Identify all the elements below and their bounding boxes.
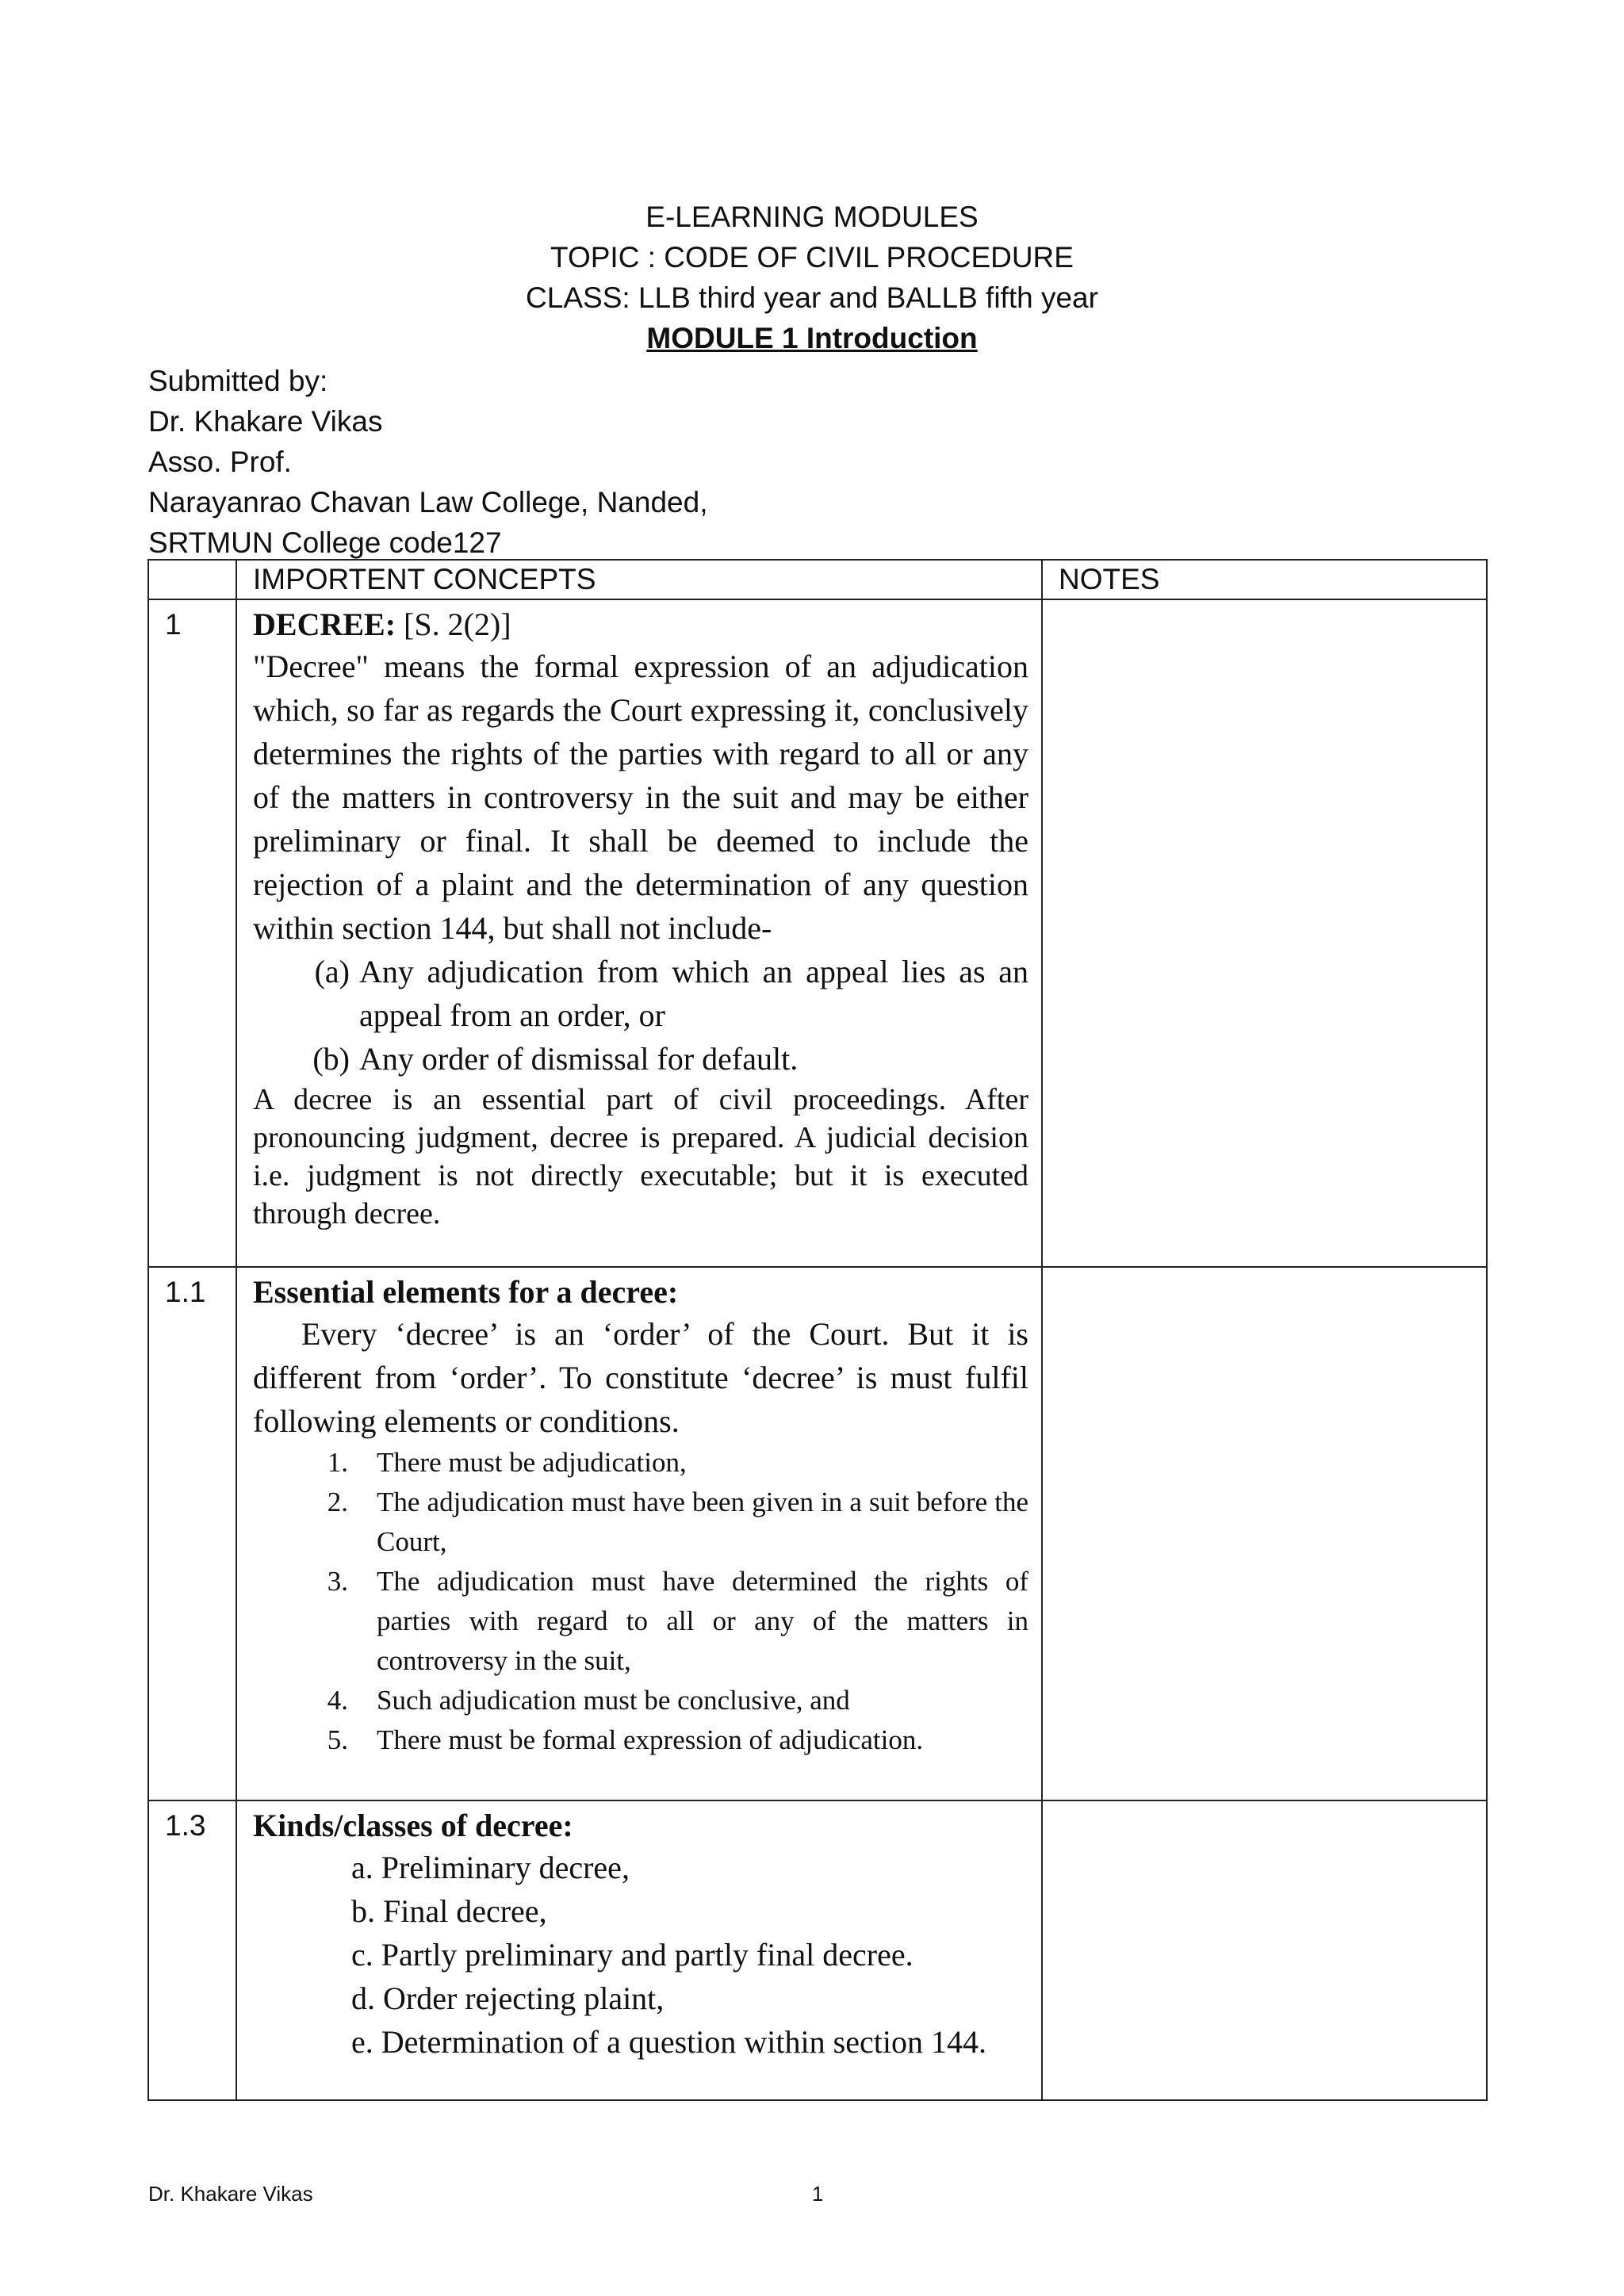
concept-cell-decree <box>236 599 1042 1267</box>
table-row <box>148 1800 1487 2100</box>
list-item-label: (b) <box>312 1041 350 1077</box>
footer-author: Dr. Khakare Vikas <box>148 2182 313 2206</box>
list-item-label: 5. <box>327 1724 348 1755</box>
row-number: 1 <box>148 599 236 1267</box>
list-item-label: 3. <box>327 1566 348 1597</box>
kinds-list <box>253 1846 1028 2064</box>
header-line-class: CLASS: LLB third year and BALLB fifth year <box>526 281 1098 314</box>
list-item-text: Such adjudication must be conclusive, and <box>377 1685 850 1716</box>
table-row <box>148 599 1487 1267</box>
list-item: e. Determination of a question within section 144. <box>351 2024 986 2060</box>
row-number: 1.1 <box>148 1267 236 1800</box>
author-college: Narayanrao Chavan Law College, Nanded, <box>148 486 708 519</box>
header-line-elearning: E-LEARNING MODULES <box>645 201 979 233</box>
row-number: 1.3 <box>148 1800 236 2100</box>
module-title: MODULE 1 Introduction <box>646 322 978 354</box>
concepts-table <box>147 559 1488 2101</box>
decree-definition: "Decree" means the formal expression of an adjudication which, so far as regards the Court expressing it, conclusively determines the rights of the parties with regard to all or any of the matters in controversy in the suit and may be either preliminary or final. It shall be deemed to include the rejection of a plaint and the determination of any question within section 144, but shall not include- <box>253 649 1028 946</box>
notes-cell <box>1042 599 1487 1267</box>
list-item-label: 2. <box>327 1487 348 1517</box>
concept-cell-essential-elements <box>236 1267 1042 1800</box>
list-item <box>253 1443 1028 1483</box>
table-row <box>148 1267 1487 1800</box>
essential-elements-intro: Every ‘decree’ is an ‘order’ of the Court. But it is different from ‘order’. To constitute ‘decree’ is must fulfil following elements or conditions. <box>253 1316 1028 1439</box>
list-item <box>253 1681 1028 1720</box>
list-item <box>253 1037 1028 1081</box>
list-item-text: The adjudication must have determined the rights of parties with regard to all or any of the matters in controversy in the suit, <box>377 1566 1028 1676</box>
list-item: c. Partly preliminary and partly final decree. <box>351 1937 914 1973</box>
list-item: d. Order rejecting plaint, <box>351 1980 665 2016</box>
list-item <box>253 1562 1028 1681</box>
exclusion-list <box>253 950 1028 1081</box>
concept-title: DECREE: <box>253 607 396 642</box>
page-number: 1 <box>812 2182 824 2206</box>
list-item <box>253 1483 1028 1562</box>
list-item: b. Final decree, <box>351 1893 547 1929</box>
document-header <box>0 197 1624 358</box>
list-item <box>253 950 1028 1037</box>
decree-note-paragraph: A decree is an essential part of civil proceedings. After pronouncing judgment, decree is prepared. A judicial decision i.e. judgment is not directly executable; but it is executed through decree. <box>253 1083 1028 1230</box>
concept-cell-kinds <box>236 1800 1042 2100</box>
list-item-label: 4. <box>327 1685 348 1716</box>
header-cell-number <box>148 560 236 599</box>
concept-title: Kinds/classes of decree: <box>253 1808 573 1843</box>
list-item-text: Any order of dismissal for default. <box>359 1041 799 1077</box>
submitted-by-block <box>148 361 708 563</box>
notes-cell <box>1042 1800 1487 2100</box>
list-item: a. Preliminary decree, <box>351 1850 630 1885</box>
list-item-label: (a) <box>314 954 350 989</box>
notes-cell <box>1042 1267 1487 1800</box>
list-item-text: There must be adjudication, <box>377 1447 687 1478</box>
header-line-topic: TOPIC : CODE OF CIVIL PROCEDURE <box>550 241 1074 274</box>
list-item-text: The adjudication must have been given in a suit before the Court, <box>377 1487 1028 1557</box>
author-name: Dr. Khakare Vikas <box>148 405 383 438</box>
elements-list <box>253 1443 1028 1760</box>
list-item-label: 1. <box>327 1447 348 1478</box>
list-item <box>253 1720 1028 1760</box>
submitted-label: Submitted by: <box>148 365 328 397</box>
concept-title: Essential elements for a decree: <box>253 1274 679 1310</box>
list-item-text: There must be formal expression of adjudication. <box>377 1724 924 1755</box>
header-cell-notes: NOTES <box>1042 560 1487 599</box>
concept-heading <box>253 605 1028 645</box>
table-header-row <box>148 560 1487 599</box>
list-item-text: Any adjudication from which an appeal lies as an appeal from an order, or <box>359 954 1028 1033</box>
college-code: SRTMUN College code127 <box>148 526 502 559</box>
header-cell-concepts: IMPORTENT CONCEPTS <box>236 560 1042 599</box>
section-reference: [S. 2(2)] <box>396 607 511 642</box>
author-designation: Asso. Prof. <box>148 446 292 478</box>
